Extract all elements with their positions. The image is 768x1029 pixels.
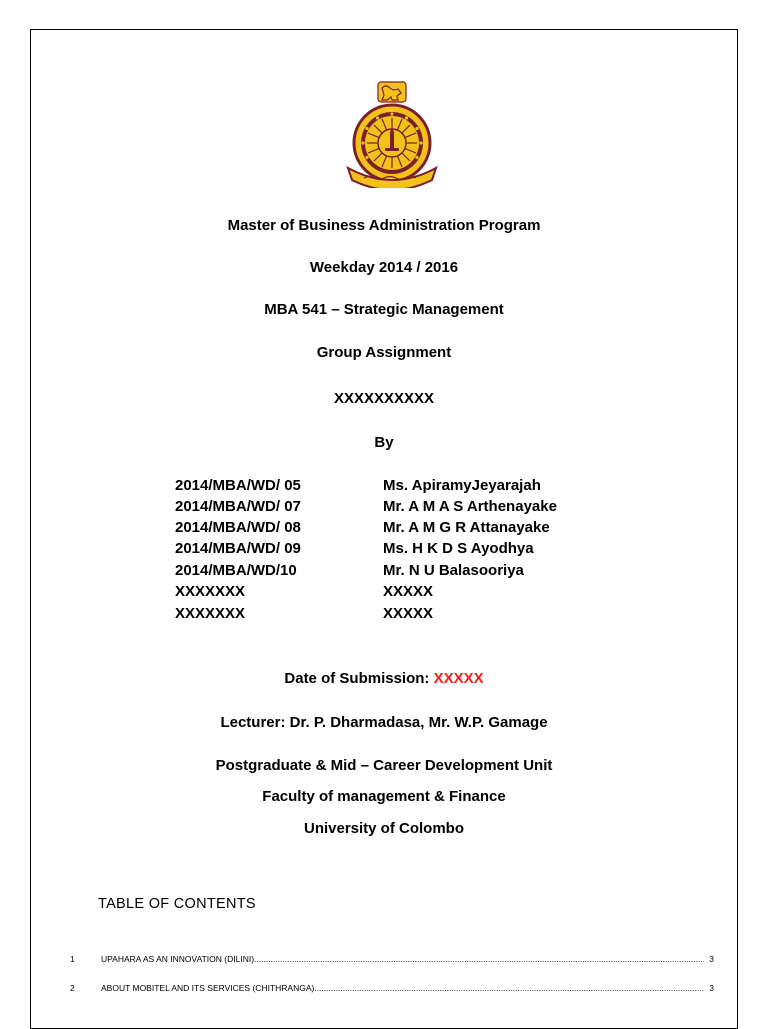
member-id: XXXXXXX [175, 605, 246, 622]
assignment-type: Group Assignment [316, 344, 452, 361]
toc-entry-page: 3 [709, 954, 714, 964]
member-name: XXXXX [383, 605, 434, 622]
university-crest-icon [342, 80, 442, 188]
submission-label: Date of Submission: [284, 670, 434, 687]
member-id: 2014/MBA/WD/10 [175, 562, 297, 579]
member-id: 2014/MBA/WD/ 07 [175, 498, 301, 515]
submission-value: XXXXX [433, 670, 484, 687]
assignment-title: XXXXXXXXXX [333, 390, 435, 407]
submission-date [0, 670, 768, 687]
program-title: Master of Business Administration Program [227, 217, 541, 234]
toc-entry-number: 1 [70, 954, 75, 964]
toc-entry[interactable] [70, 983, 714, 997]
unit-name: Postgraduate & Mid – Career Development Unit [215, 757, 553, 774]
faculty-name: Faculty of management & Finance [262, 788, 506, 805]
course-title: MBA 541 – Strategic Management [264, 301, 504, 318]
toc-entry-title[interactable]: UPAHARA AS AN INNOVATION (DILINI) ..... [101, 954, 704, 964]
member-id: 2014/MBA/WD/ 08 [175, 519, 301, 536]
toc-entry-title[interactable]: ABOUT MOBITEL AND ITS SERVICES (CHITHRANGA) ..... [101, 983, 704, 993]
member-name: Mr. A M G R Attanayake [383, 519, 550, 536]
lecturer-line: Lecturer: Dr. P. Dharmadasa, Mr. W.P. Gamage [220, 714, 548, 731]
member-name: Ms. H K D S Ayodhya [383, 540, 534, 557]
member-name: Mr. A M A S Arthenayake [383, 498, 557, 515]
batch-label: Weekday 2014 / 2016 [309, 259, 459, 276]
university-name: University of Colombo [303, 820, 464, 837]
toc-entry-number: 2 [70, 983, 75, 993]
toc-heading: TABLE OF CONTENTS [98, 896, 256, 912]
toc-entry-page: 3 [709, 983, 714, 993]
member-name: Mr. N U Balasooriya [383, 562, 524, 579]
by-label: By [374, 434, 394, 451]
member-id: 2014/MBA/WD/ 09 [175, 540, 301, 557]
toc-entry[interactable] [70, 954, 714, 968]
member-id: XXXXXXX [175, 583, 246, 600]
member-name: Ms. ApiramyJeyarajah [383, 477, 541, 494]
member-name: XXXXX [383, 583, 434, 600]
member-id: 2014/MBA/WD/ 05 [175, 477, 301, 494]
